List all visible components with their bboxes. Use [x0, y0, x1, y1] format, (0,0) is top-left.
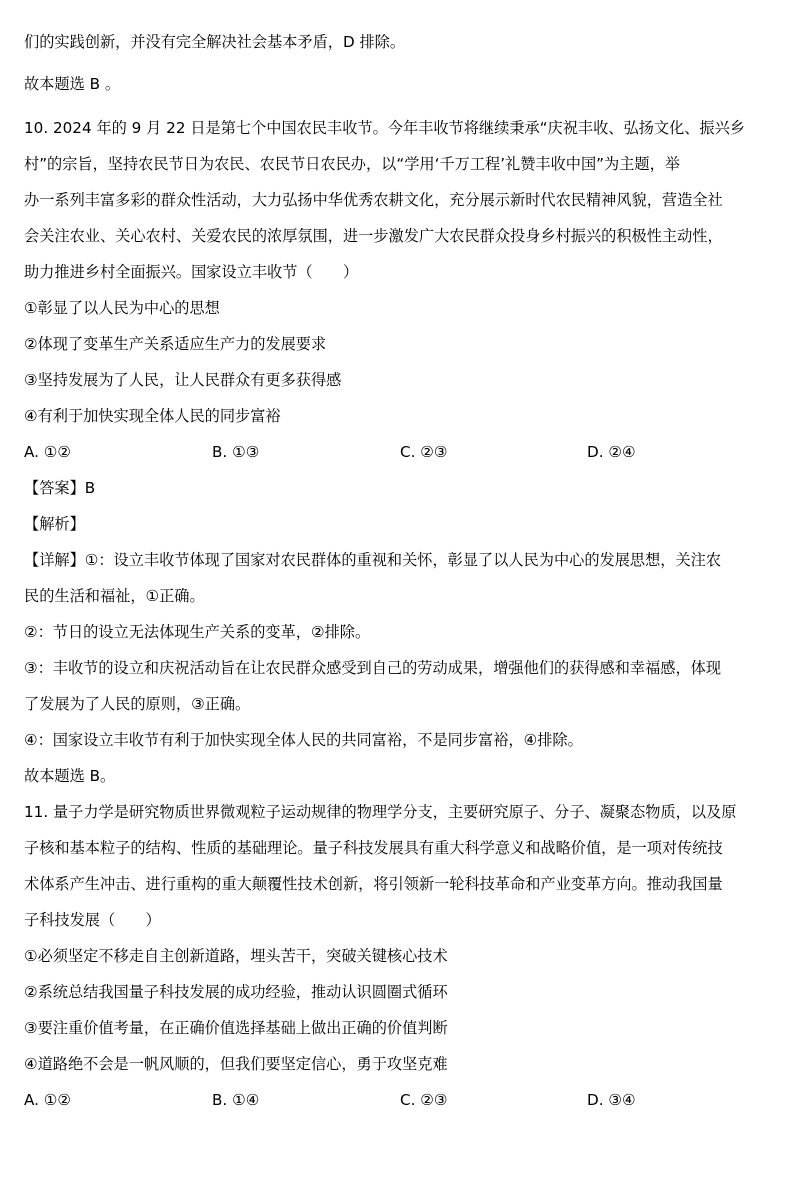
q11-stem-line: 子科技发展（ ） [24, 911, 161, 929]
q10-option-c: C. ②③ [400, 443, 448, 461]
q11-statement: ①必须坚定不移走自主创新道路，埋头苦干，突破关键核心技术 [24, 947, 448, 965]
q10-analysis-line: ④：国家设立丰收节有利于加快实现全体人民的共同富裕，不是同步富裕，④排除。 [24, 731, 583, 749]
q10-stem-line: 办一系列丰富多彩的群众性活动，大力弘扬中华优秀农耕文化，充分展示新时代农民精神风貌，营造全社 [24, 191, 723, 209]
q10-option-d: D. ②④ [587, 443, 636, 461]
q11-stem-line: 术体系产生冲击、进行重构的重大颠覆性技术创新，将引领新一轮科技革命和产业变革方向。推动我国量 [24, 875, 723, 893]
q11-statement: ④道路绝不会是一帆风顺的，但我们要坚定信心，勇于攻坚克难 [24, 1055, 448, 1073]
q11-option-a: A. ①② [24, 1091, 72, 1109]
q10-stem-line: 助力推进乡村全面振兴。国家设立丰收节（ ） [24, 263, 359, 281]
q10-analysis-line: ③：丰收节的设立和庆祝活动旨在让农民群众感受到自己的劳动成果，增强他们的获得感和幸福感，体现 [24, 659, 722, 677]
q9-conclusion: 故本题选 B 。 [24, 75, 121, 93]
q10-statement: ③坚持发展为了人民，让人民群众有更多获得感 [24, 371, 342, 389]
q11-stem-line: 子核和基本粒子的结构、性质的基础理论。量子科技发展具有重大科学意义和战略价值，是一项对传统技 [24, 839, 723, 857]
q10-analysis-label: 【解析】 [24, 515, 85, 533]
q10-stem-line: 10. 2024 年的 9 月 22 日是第七个中国农民丰收节。今年丰收节将继续秉承“庆祝丰收、弘扬文化、振兴乡 [24, 119, 745, 137]
q10-option-a: A. ①② [24, 443, 72, 461]
q10-conclusion: 故本题选 B。 [24, 767, 116, 785]
q11-stem-line: 11. 量子力学是研究物质世界微观粒子运动规律的物理学分支，主要研究原子、分子、凝聚态物质，以及原 [24, 803, 737, 821]
q9-analysis-tail: 们的实践创新，并没有完全解决社会基本矛盾，D 排除。 [24, 33, 406, 51]
q10-stem-line: 村”的宗旨，坚持农民节日为农民、农民节日农民办，以“学用‘千万工程’礼赞丰收中国”为主题，举 [24, 155, 680, 173]
q10-analysis-line: ②：节日的设立无法体现生产关系的变革，②排除。 [24, 623, 371, 641]
q10-statement: ①彰显了以人民为中心的思想 [24, 299, 220, 317]
q11-option-b: B. ①④ [212, 1091, 260, 1109]
q11-option-c: C. ②③ [400, 1091, 448, 1109]
q10-statement: ④有利于加快实现全体人民的同步富裕 [24, 407, 281, 425]
q11-option-d: D. ③④ [587, 1091, 636, 1109]
q10-stem-line: 会关注农业、关心农村、关爱农民的浓厚氛围，进一步激发广大农民群众投身乡村振兴的积极性主动性， [24, 227, 723, 245]
q10-answer: 【答案】B [24, 479, 96, 497]
q10-analysis-line: 了发展为了人民的原则，③正确。 [24, 695, 251, 713]
q10-analysis-line: 【详解】①：设立丰收节体现了国家对农民群体的重视和关怀，彰显了以人民为中心的发展思想，关注农 [24, 551, 722, 569]
q11-statement: ②系统总结我国量子科技发展的成功经验，推动认识圆圈式循环 [24, 983, 448, 1001]
q10-analysis-line: 民的生活和福祉，①正确。 [24, 587, 205, 605]
q10-statement: ②体现了变革生产关系适应生产力的发展要求 [24, 335, 327, 353]
q10-option-b: B. ①③ [212, 443, 260, 461]
q11-statement: ③要注重价值考量，在正确价值选择基础上做出正确的价值判断 [24, 1019, 448, 1037]
